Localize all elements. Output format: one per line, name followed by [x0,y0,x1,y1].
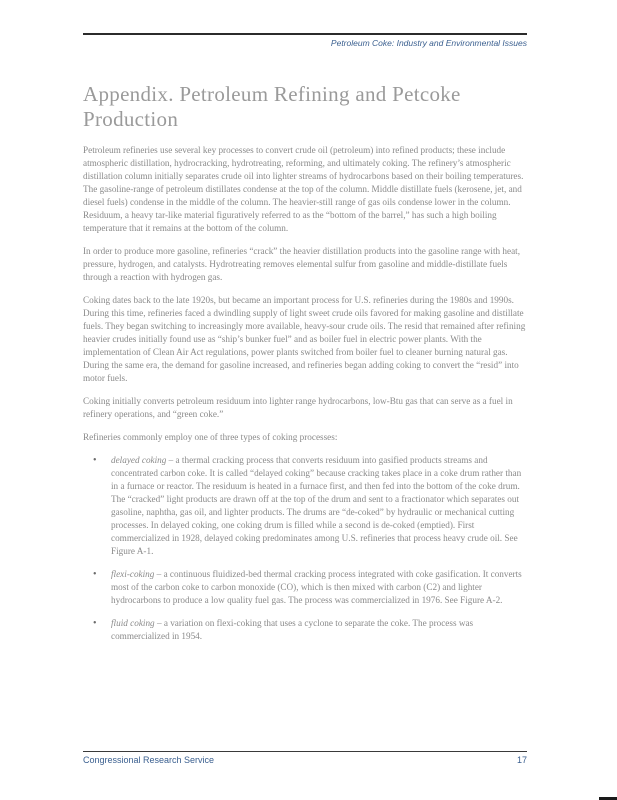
paragraph: Refineries commonly employ one of three types of coking processes: [83,432,338,442]
list-item-term: fluid coking [111,618,155,628]
list-item-text: – a variation on flexi-coking that uses a cyclone to separate the coke. The process was commercialized in 1954. [111,618,474,641]
list-item-term: delayed coking [111,455,167,465]
footer-publisher: Congressional Research Service [83,755,215,765]
list-item-term: flexi-coking [111,569,155,579]
list-item-text: – a thermal cracking process that converts residuum into gasified products streams and concentrated carbon coke. It is called “delayed coking” because cracking takes place in a coke drum rather than in a furnace or reactor. The residuum is heated in a furnace first, and then fed into the bottom of the coke drum. The “cracked” light products are drawn off at the top of the drum and sent to a fractionator which separates out gasoline, naphtha, gas oil, and lighter products. The drums are “de-coked” by hydraulic or mechanical cutting processes. In delayed coking, one coking drum is filled while a second is de-coked (emptied). First commercialized in 1928, delayed coking predominates among U.S. refineries that process heavy crude oil. See Figure A-1. [111,455,522,556]
list-item-text: – a continuous fluidized-bed thermal cracking process integrated with coke gasification. It converts most of the carbon coke to carbon monoxide (CO), which is then mixed with carbon (C2) and lighter hydrocarbons to produce a low quality fuel gas. The process was commercialized in 1976. See Figure A-2. [111,569,522,605]
coking-process-list [83,454,530,643]
paragraph: Coking initially converts petroleum residuum into lighter range hydrocarbons, low-Btu gas that can serve as a fuel in refinery operations, and “green coke.” [83,396,513,419]
page-title: Appendix. Petroleum Refining and Petcoke Production [83,82,461,131]
running-head: Petroleum Coke: Industry and Environmental Issues [330,38,527,48]
bullet-icon: • [93,569,97,580]
footer-rule [83,751,527,752]
paragraph: Coking dates back to the late 1920s, but became an important process for U.S. refineries during the 1980s and 1990s. During this time, refineries faced a dwindling supply of light sweet crude oils favored for making gasoline and distillate fuels. They began switching to increasingly more available, heavy-sour crude oils. The resid that remained after refining heavier crudes initially found use as “ship’s bunker fuel” and as boiler fuel in electric power plants. With the implementation of Clean Air Act regulations, power plants switched from boiler fuel to cleaner burning natural gas. During the same era, the demand for gasoline increased, and refineries began adding coking to convert the “resid” into motor fuels. [83,295,526,383]
bullet-icon: • [93,455,97,466]
bullet-icon: • [93,618,97,629]
paragraph: Petroleum refineries use several key processes to convert crude oil (petroleum) into refined products; these include atmospheric distillation, hydrocracking, hydrotreating, reforming, and ultimately coking. The refinery’s atmospheric distillation column initially separates crude oil into lighter streams of hydrocarbons based on their boiling temperatures. The gasoline-range of petroleum distillates condense at the top of the column. Middle distillate fuels (kerosene, jet, and diesel fuels) condense in the middle of the column. The heavier-still range of gas oils condense lower in the column. Residuum, a heavy tar-like material figuratively referred to as the “bottom of the barrel,” has such a high boiling temperature that it remains at the bottom of the column. [83,145,524,233]
paragraph: In order to produce more gasoline, refineries “crack” the heavier distillation products into the gasoline range with heat, pressure, hydrogen, and catalysts. Hydrotreating removes elemental sulfur from gasoline and middle-distillate fuels through a reaction with hydrogen gas. [83,246,521,282]
body-text [83,144,530,653]
list-item [83,617,530,643]
header-rule [83,33,527,35]
page-number: 17 [516,755,527,765]
list-item [83,454,530,558]
list-item [83,568,530,607]
